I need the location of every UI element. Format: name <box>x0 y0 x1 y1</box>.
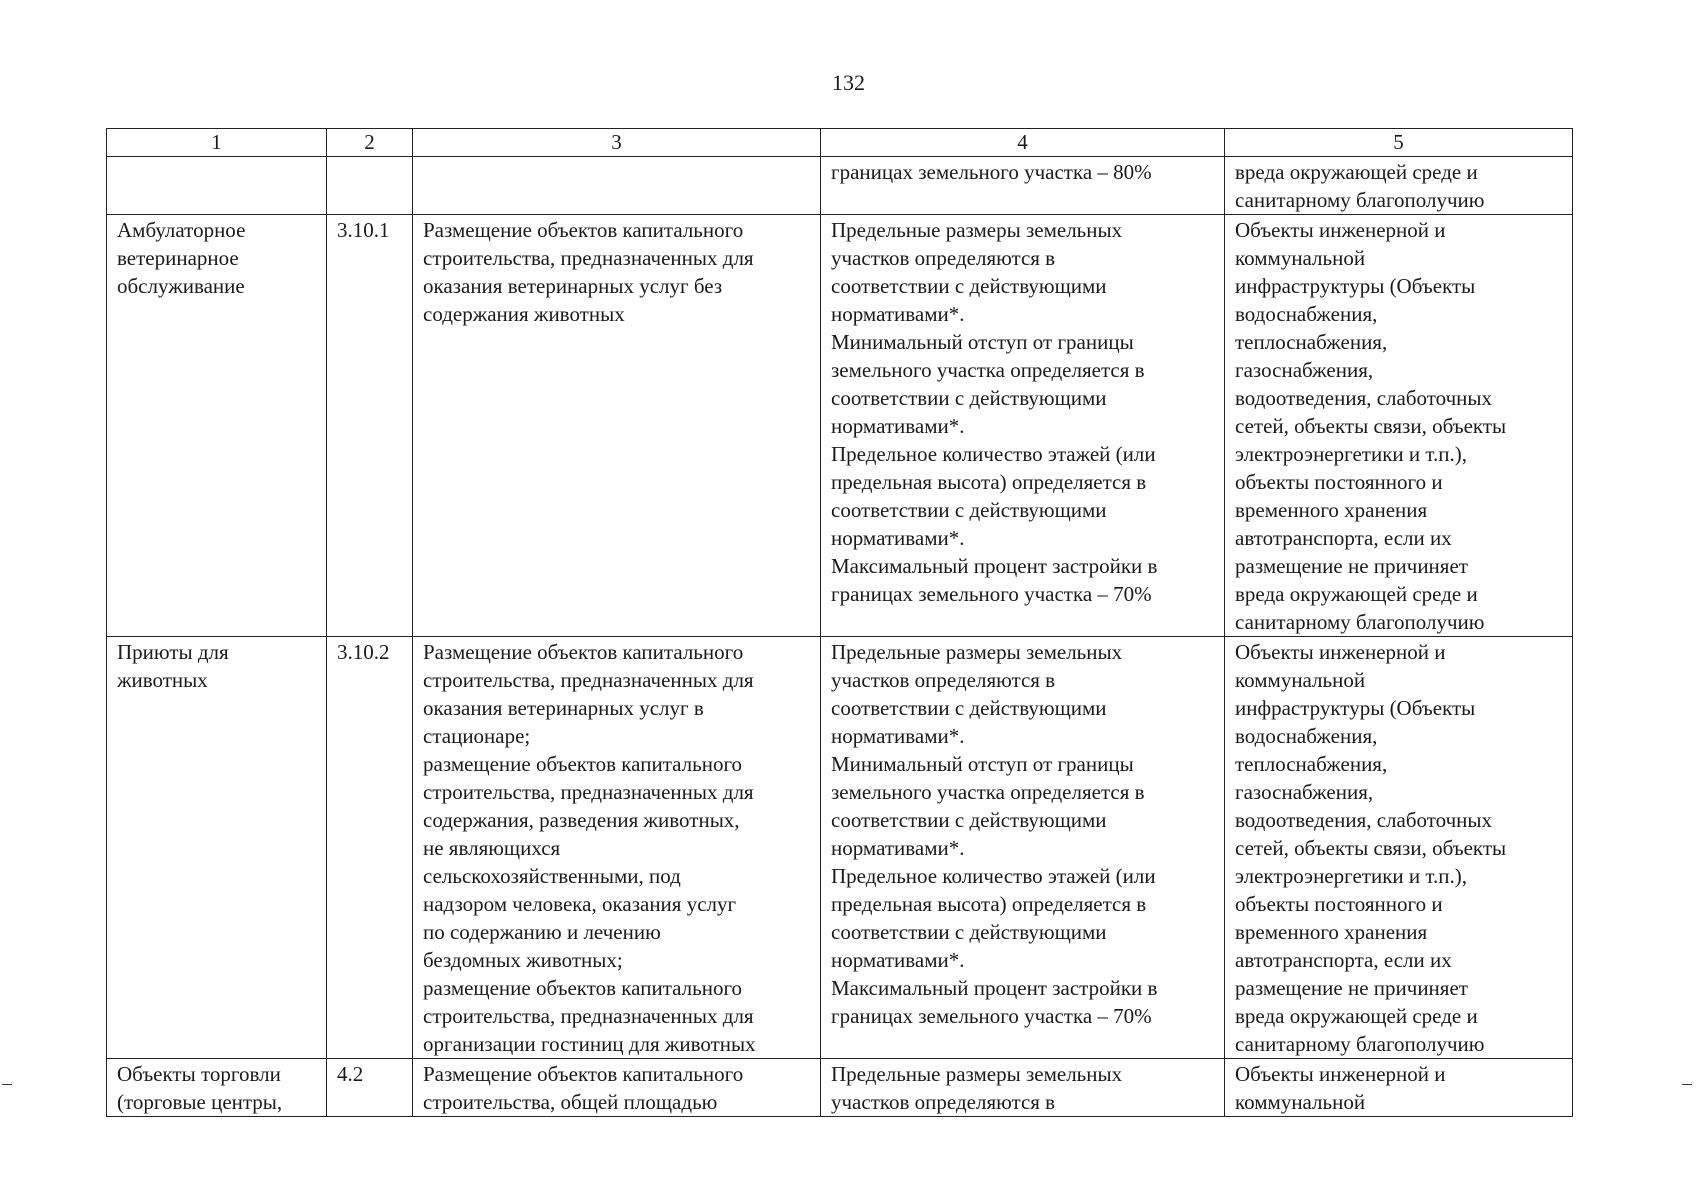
cell-auxiliary: Объекты инженерной и коммунальной инфраструктуры (Объекты водоснабжения, теплоснабжения, газоснабжения, водоотведения, слаботочных сетей, объекты связи, объекты электроэнергетики и т.п.), объекты постоянного и временного хранения автотранспорта, если их размещение не причиняет вреда окружающей среде и санитарному благополучию <box>1225 637 1573 1059</box>
cell-parameters: Предельные размеры земельных участков определяются в <box>821 1059 1225 1117</box>
cell-name: Амбулаторное ветеринарное обслуживание <box>107 215 327 637</box>
cell-name: Приюты для животных <box>107 637 327 1059</box>
cell-description <box>413 157 821 215</box>
table-header-row <box>107 129 1573 157</box>
cell-auxiliary: Объекты инженерной и коммунальной <box>1225 1059 1573 1117</box>
table-row <box>107 1059 1573 1117</box>
cell-name: Объекты торговли (торговые центры, <box>107 1059 327 1117</box>
header-col-3: 3 <box>413 129 821 157</box>
cell-code: 3.10.1 <box>327 215 413 637</box>
scan-edge-mark-left <box>2 1084 12 1085</box>
cell-code: 4.2 <box>327 1059 413 1117</box>
header-col-4: 4 <box>821 129 1225 157</box>
table-row <box>107 157 1573 215</box>
table-row <box>107 637 1573 1059</box>
cell-name <box>107 157 327 215</box>
cell-parameters: Предельные размеры земельных участков определяются в соответствии с действующими нормативами*. Минимальный отступ от границы земельного участка определяется в соответствии с действующими нормативами*. Предельное количество этажей (или предельная высота) определяется в соответствии с действующими нормативами*. Максимальный процент застройки в границах земельного участка – 70% <box>821 215 1225 637</box>
cell-parameters: Предельные размеры земельных участков определяются в соответствии с действующими нормативами*. Минимальный отступ от границы земельного участка определяется в соответствии с действующими нормативами*. Предельное количество этажей (или предельная высота) определяется в соответствии с действующими нормативами*. Максимальный процент застройки в границах земельного участка – 70% <box>821 637 1225 1059</box>
zoning-table <box>106 128 1573 1117</box>
cell-code: 3.10.2 <box>327 637 413 1059</box>
cell-description: Размещение объектов капитального строительства, предназначенных для оказания ветеринарных услуг в стационаре; размещение объектов капитального строительства, предназначенных для содержания, разведения животных, не являющихся сельскохозяйственными, под надзором человека, оказания услуг по содержанию и лечению бездомных животных; размещение объектов капитального строительства, предназначенных для организации гостиниц для животных <box>413 637 821 1059</box>
page-number: 132 <box>832 70 865 95</box>
cell-parameters: границах земельного участка – 80% <box>821 157 1225 215</box>
cell-code <box>327 157 413 215</box>
table-row <box>107 215 1573 637</box>
header-col-5: 5 <box>1225 129 1573 157</box>
header-col-1: 1 <box>107 129 327 157</box>
scan-edge-mark-right <box>1682 1084 1692 1085</box>
cell-auxiliary: Объекты инженерной и коммунальной инфраструктуры (Объекты водоснабжения, теплоснабжения, газоснабжения, водоотведения, слаботочных сетей, объекты связи, объекты электроэнергетики и т.п.), объекты постоянного и временного хранения автотранспорта, если их размещение не причиняет вреда окружающей среде и санитарному благополучию <box>1225 215 1573 637</box>
cell-description: Размещение объектов капитального строительства, предназначенных для оказания ветеринарных услуг без содержания животных <box>413 215 821 637</box>
cell-auxiliary: вреда окружающей среде и санитарному благополучию <box>1225 157 1573 215</box>
header-col-2: 2 <box>327 129 413 157</box>
cell-description: Размещение объектов капитального строительства, общей площадью <box>413 1059 821 1117</box>
